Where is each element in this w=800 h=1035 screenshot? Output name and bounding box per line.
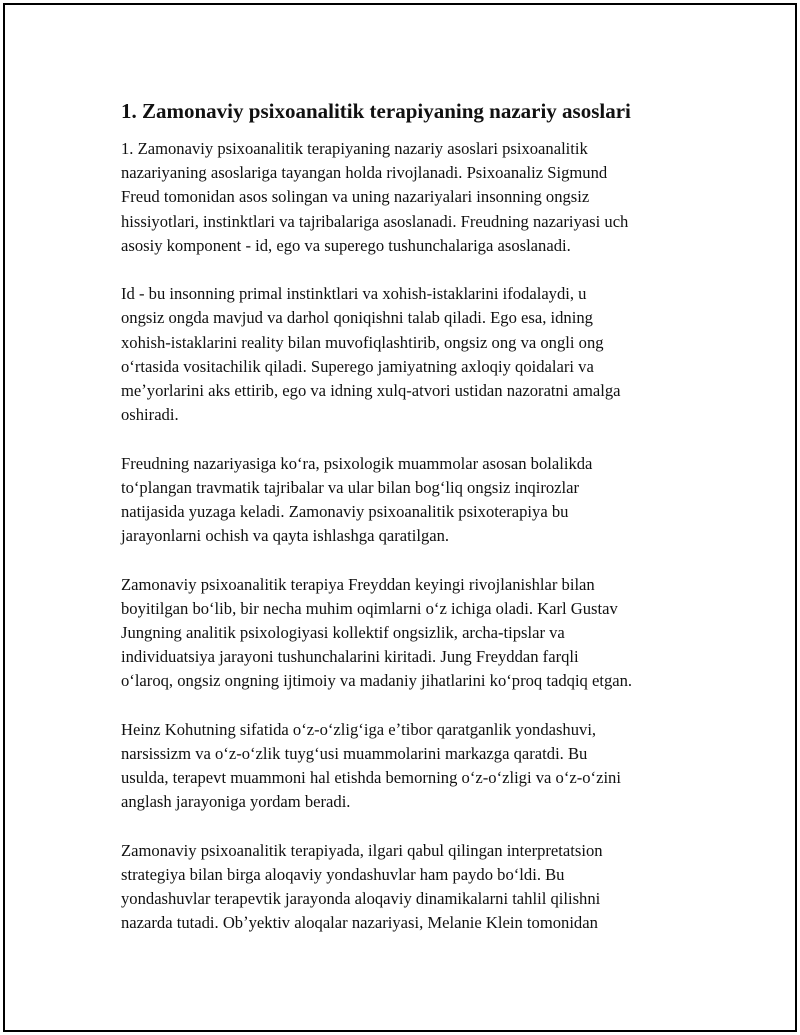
text-line: oʻrtasida vositachilik qiladi. Superego jamiyatning axloqiy qoidalari va	[121, 356, 594, 376]
text-line: 1. Zamonaviy psixoanalitik terapiyaning nazariy asoslari psixoanalitik	[121, 139, 588, 158]
text-line: natijasida yuzaga keladi. Zamonaviy psixoanalitik psixoterapiya bu	[121, 502, 569, 522]
text-line: oshiradi.	[121, 405, 179, 425]
paragraph	[121, 839, 691, 936]
text-line: meʼyorlarini aks ettirib, ego va idning xulq-atvori ustidan nazoratni amalga	[121, 381, 621, 401]
text-line: hissiyotlari, instinktlari va tajribalariga asoslanadi. Freudning nazariyasi uch	[121, 211, 629, 231]
text-line: yondashuvlar terapevtik jarayonda aloqaviy dinamikalarni tahlil qilishni	[121, 889, 601, 909]
paragraph	[121, 282, 691, 427]
text-line: individuatsiya jarayoni tushunchalarini kiritadi. Jung Freyddan farqli	[121, 647, 579, 667]
text-line: anglash jarayoniga yordam beradi.	[121, 792, 351, 812]
text-line: Zamonaviy psixoanalitik terapiya Freyddan keyingi rivojlanishlar bilan	[121, 574, 595, 594]
text-line: asosiy komponent - id, ego va superego tushunchalariga asoslanadi.	[121, 235, 571, 255]
text-line: toʻplangan travmatik tajribalar va ular bilan bogʻliq ongsiz inqirozlar	[121, 477, 580, 497]
paragraph	[121, 137, 691, 258]
text-line: nazariyaning asoslariga tayangan holda rivojlanadi. Psixoanaliz Sigmund	[121, 163, 608, 183]
text-line: Heinz Kohutning sifatida oʻz-oʻzligʻiga eʼtibor qaratganlik yondashuvi,	[121, 719, 597, 739]
text-line: strategiya bilan birga aloqaviy yondashuvlar ham paydo boʻldi. Bu	[121, 865, 565, 885]
text-line: xohish-istaklarini reality bilan muvofiqlashtirib, ongsiz ong va ongli ong	[121, 332, 604, 352]
text-line: usulda, terapevt muammoni hal etishda bemorning oʻz-oʻzligi va oʻz-oʻzini	[121, 768, 621, 788]
document-page	[3, 3, 797, 1032]
text-line: narsissizm va oʻz-oʻzlik tuygʻusi muammolarini markazga qaratdi. Bu	[121, 744, 588, 764]
text-line: Freudning nazariyasiga koʻra, psixologik muammolar asosan bolalikda	[121, 453, 593, 473]
text-line: boyitilgan boʻlib, bir necha muhim oqimlarni oʻz ichiga oladi. Karl Gustav	[121, 598, 618, 618]
text-line: Jungning analitik psixologiyasi kollektif ongsizlik, archa-tipslar va	[121, 623, 565, 643]
text-line: nazarda tutadi. Obʼyektiv aloqalar nazariyasi, Melanie Klein tomonidan	[121, 913, 598, 933]
paragraph	[121, 452, 691, 549]
text-line: oʻlaroq, ongsiz ongning ijtimoiy va madaniy jihatlarini koʻproq tadqiq etgan.	[121, 671, 633, 691]
text-line: ongsiz ongda mavjud va darhol qoniqishni talab qiladi. Ego esa, idning	[121, 308, 593, 328]
text-line: jarayonlarni ochish va qayta ishlashga qaratilgan.	[121, 526, 450, 546]
paragraph-container	[121, 137, 691, 936]
section-heading: 1. Zamonaviy psixoanalitik terapiyaning nazariy asoslari	[121, 99, 631, 123]
paragraph	[121, 718, 691, 815]
document-content	[121, 97, 691, 960]
paragraph	[121, 573, 691, 694]
text-line: Zamonaviy psixoanalitik terapiyada, ilgari qabul qilingan interpretatsion	[121, 840, 603, 860]
text-line: Freud tomonidan asos solingan va uning nazariyalari insonning ongsiz	[121, 187, 590, 207]
text-line: Id - bu insonning primal instinktlari va xohish-istaklarini ifodalaydi, u	[121, 284, 587, 304]
